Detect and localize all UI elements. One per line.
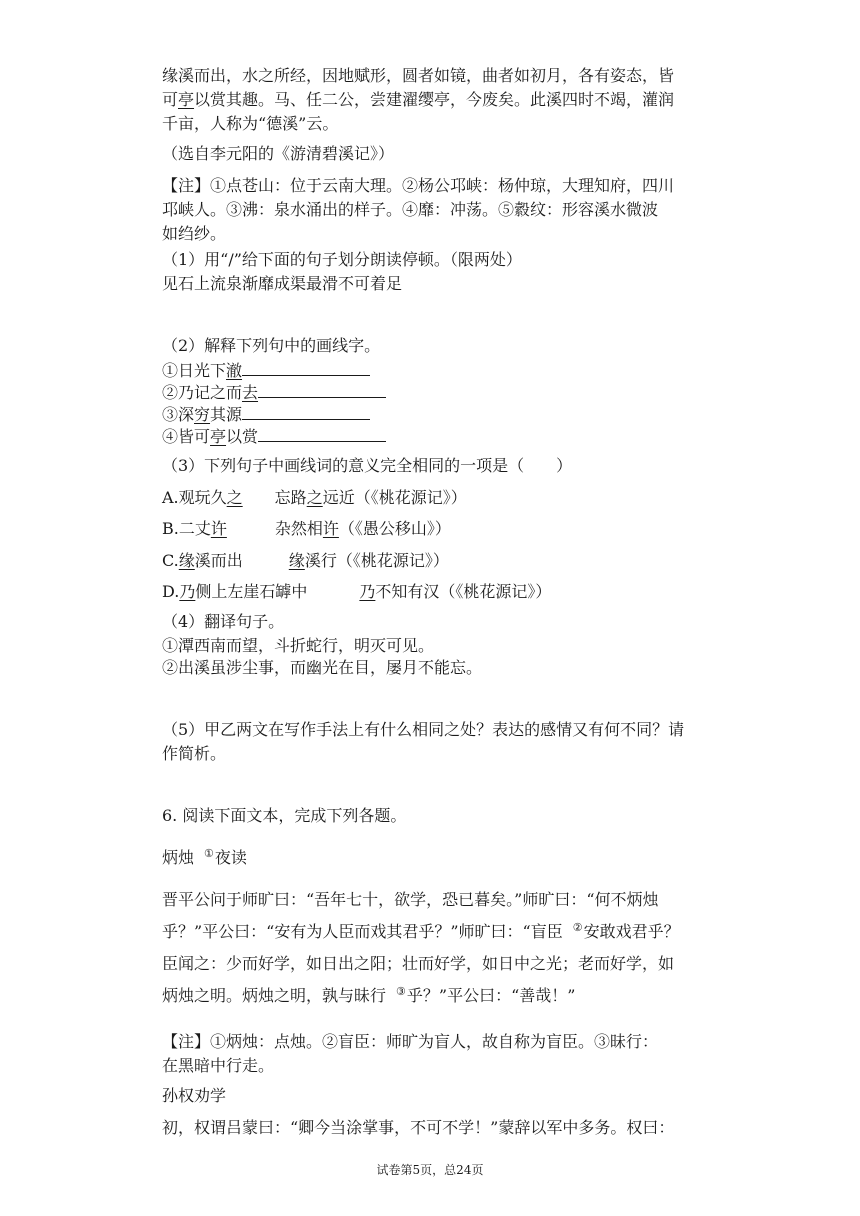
footnote-marker: ③ — [396, 985, 406, 998]
text-a-line: 臣闻之：少而好学，如日出之阳；壮而好学，如日中之光；老而好学，如 — [162, 954, 675, 973]
answer-blank[interactable] — [242, 402, 370, 420]
underlined-word: 澈 — [226, 361, 243, 380]
passage-line: 千亩，人称为“德溪”云。 — [162, 114, 339, 133]
text-a-line: 炳烛之明。炳烛之明，孰与昧行 ③乎？”平公曰：“善哉！” — [162, 985, 576, 1005]
answer-blank[interactable] — [258, 424, 386, 442]
answer-blank[interactable] — [258, 380, 386, 398]
note-line: 如绉纱。 — [162, 224, 227, 243]
text-a-line: 晋平公问于师旷曰：“吾年七十，欲学，恐已暮矣。”师旷曰：“何不炳烛 — [162, 890, 659, 909]
question-2-item: ②乃记之而去 — [162, 380, 386, 405]
page-footer: 试卷第5页，总24页 — [376, 1163, 484, 1177]
question-2-item: ③深穷其源 — [162, 402, 370, 427]
option-c[interactable]: C.缘溪而出 缘溪行（《桃花源记》） — [162, 551, 449, 570]
question-2-item: ①日光下澈 — [162, 358, 370, 383]
note-line: 在黑暗中行走。 — [162, 1056, 275, 1075]
text-a-title: 炳烛 ①夜读 — [162, 847, 247, 867]
question-4-item: ①潭西南而望，斗折蛇行，明灭可见。 — [162, 636, 435, 655]
text-b-title: 孙权劝学 — [162, 1086, 227, 1105]
answer-blank[interactable] — [242, 358, 370, 376]
passage-line: 缘溪而出，水之所经，因地赋形，圆者如镜，曲者如初月，各有姿态，皆 — [162, 66, 675, 85]
underlined-word: 穷 — [194, 405, 211, 424]
question-2-item: ④皆可亭以赏 — [162, 424, 386, 449]
question-5-line: 作简析。 — [162, 744, 227, 763]
note-line: 邛峡人。③沸：泉水涌出的样子。④靡：冲荡。⑤縠纹：形容溪水微波 — [162, 200, 659, 219]
footnote-marker: ② — [572, 921, 583, 934]
option-b[interactable]: B.二丈许 杂然相许（《愚公移山》） — [162, 519, 451, 538]
question-4-item: ②出溪虽涉尘事，而幽光在目，屡月不能忘。 — [162, 658, 483, 677]
source-citation: （选自李元阳的《游清碧溪记》） — [162, 144, 395, 163]
question-5-line: （5）甲乙两文在写作手法上有什么相同之处？表达的感情又有何不同？请 — [162, 720, 685, 739]
note-line: 【注】①炳烛：点烛。②盲臣：师旷为盲人，故自称为盲臣。③昧行： — [162, 1032, 659, 1051]
option-d[interactable]: D.乃侧上左崖石罅中 乃不知有汉（《桃花源记》） — [162, 582, 552, 601]
text-b-line: 初，权谓吕蒙曰：“卿今当涂掌事，不可不学！”蒙辞以军中多务。权曰： — [162, 1118, 675, 1137]
underlined-word: 去 — [242, 383, 259, 402]
underlined-word: 亭 — [178, 90, 195, 109]
note-line: 【注】①点苍山：位于云南大理。②杨公邛峡：杨仲琼，大理知府，四川 — [162, 176, 675, 195]
text-a-line: 乎？”平公曰：“安有为人臣而戏其君乎？”师旷曰：“盲臣 ②安敢戏君乎？ — [162, 921, 680, 941]
question-1-sentence: 见石上流泉渐靡成渠最滑不可着足 — [162, 274, 403, 293]
footnote-marker: ① — [204, 847, 214, 860]
question-3-prompt: （3）下列句子中画线词的意义完全相同的一项是（ ） — [162, 456, 573, 475]
passage-line: 可亭以赏其趣。马、任二公，尝建濯缨亭，今废矣。此溪四时不竭，灌润 — [162, 90, 675, 109]
question-6-prompt: 6. 阅读下面文本，完成下列各题。 — [162, 806, 407, 825]
option-a[interactable]: A.观玩久之 忘路之远近（《桃花源记》） — [162, 488, 467, 507]
question-1-prompt: （1）用“/”给下面的句子划分朗读停顿。（限两处） — [162, 250, 522, 269]
underlined-word: 亭 — [210, 427, 227, 446]
question-2-prompt: （2）解释下列句中的画线字。 — [162, 336, 381, 355]
question-4-prompt: （4）翻译句子。 — [162, 612, 285, 631]
